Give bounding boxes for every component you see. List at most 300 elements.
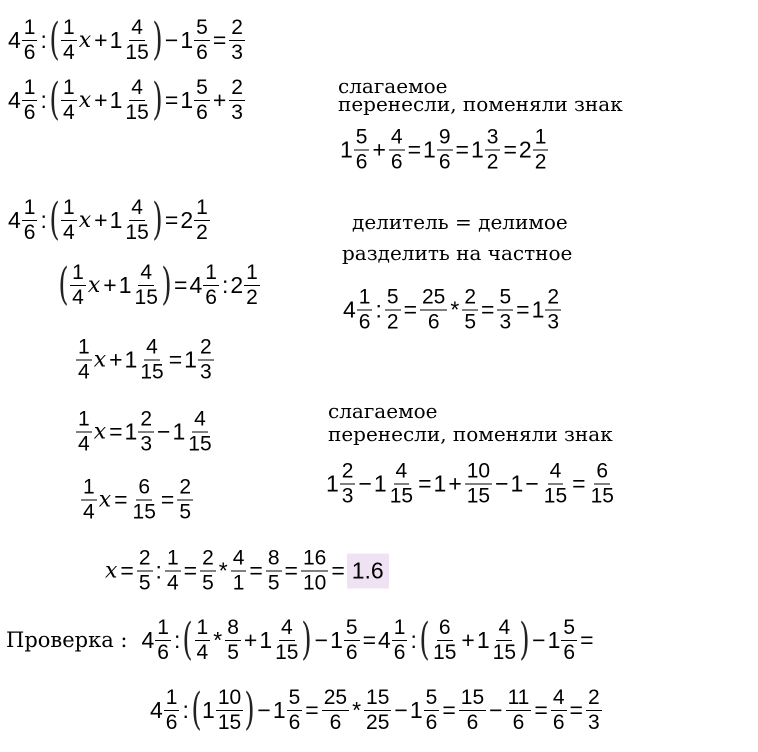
number: 1 (180, 86, 194, 113)
fraction (229, 77, 245, 124)
note-addend: слагаемое (338, 74, 448, 98)
fraction (357, 287, 373, 334)
operator: − (495, 470, 509, 497)
numerator: 1 (205, 260, 217, 284)
denominator: 6 (196, 40, 208, 64)
operator: + (461, 626, 475, 653)
denominator: 6 (345, 640, 358, 664)
right-paren: ) (244, 684, 255, 735)
right-paren: ) (152, 14, 163, 65)
numerator: 1 (83, 475, 95, 499)
note-divide-quotient: разделить на частное (342, 241, 573, 265)
numerator: 5 (425, 685, 438, 709)
operator: − (257, 696, 271, 723)
numerator: 2 (140, 407, 153, 431)
numerator: 1 (63, 15, 75, 39)
numerator: 4 (131, 75, 143, 99)
numerator: 5 (355, 125, 368, 149)
operator: : (182, 696, 189, 723)
note-divisor: делитель = делимое (352, 210, 568, 234)
numerator: 5 (499, 285, 512, 309)
variable-x: x (78, 207, 92, 233)
right-paren: ) (519, 614, 530, 665)
fraction (225, 617, 241, 664)
denominator: 15 (433, 640, 457, 664)
denominator: 6 (552, 710, 565, 734)
fraction (61, 77, 77, 124)
number: 4 (8, 206, 21, 233)
numerator: 1 (63, 75, 75, 99)
operator: = (164, 206, 179, 233)
number: 4 (141, 626, 155, 653)
number: 1 (109, 86, 123, 113)
operator: = (164, 86, 179, 113)
number: 1 (118, 271, 132, 298)
variable-x: x (98, 487, 112, 513)
equation-step-2 (8, 195, 211, 245)
numerator: 11 (507, 685, 530, 709)
operator: * (218, 557, 228, 584)
numerator: 4 (395, 459, 408, 483)
operator: + (109, 346, 123, 373)
denominator: 3 (231, 40, 243, 64)
numerator: 1 (246, 260, 258, 284)
denominator: 15 (492, 640, 516, 664)
fraction (392, 617, 408, 664)
operator: : (375, 296, 382, 323)
denominator: 6 (23, 40, 36, 64)
denominator: 5 (202, 571, 214, 595)
operator: − (314, 626, 329, 653)
operator: − (394, 696, 408, 723)
numerator: 1 (78, 407, 90, 431)
denominator: 15 (125, 220, 149, 244)
fraction (22, 77, 38, 124)
numerator: 1 (157, 615, 169, 639)
denominator: 15 (132, 500, 156, 524)
numerator: 1 (78, 335, 90, 359)
operator: = (160, 486, 175, 513)
denominator: 6 (355, 150, 368, 174)
numerator: 2 (587, 685, 600, 709)
denominator: 15 (543, 484, 568, 508)
denominator: 5 (138, 571, 151, 595)
fraction (459, 687, 486, 734)
number: 1 (259, 626, 273, 653)
fraction (287, 687, 303, 734)
operator: + (212, 86, 227, 113)
operator: = (503, 136, 517, 163)
operator: − (532, 626, 546, 653)
operator: : (40, 206, 47, 233)
check-line-2 (150, 685, 603, 735)
operator: * (352, 696, 362, 723)
number: 4 (8, 86, 21, 113)
fraction (61, 17, 77, 64)
fraction (485, 127, 501, 174)
operator: + (243, 626, 258, 653)
operator: + (94, 26, 108, 53)
operator: − (489, 696, 503, 723)
numerator: 4 (390, 125, 403, 149)
numerator: 1 (393, 615, 406, 639)
denominator: 5 (227, 640, 239, 664)
fraction (431, 617, 458, 664)
numerator: 4 (498, 615, 511, 639)
equation-step-4 (75, 337, 215, 384)
operator: + (103, 271, 117, 298)
fraction (266, 548, 282, 595)
operator: * (450, 296, 460, 323)
denominator: 6 (466, 710, 479, 734)
denominator: 6 (427, 310, 440, 334)
numerator: 1 (23, 15, 36, 39)
fraction (344, 617, 360, 664)
denominator: 3 (547, 310, 560, 334)
fraction (542, 461, 569, 508)
variable-x: x (105, 558, 118, 584)
numerator: 5 (196, 15, 208, 39)
denominator: 3 (231, 100, 243, 124)
operator: = (174, 271, 188, 298)
fraction (131, 477, 158, 524)
fraction (203, 262, 219, 309)
fraction (231, 548, 247, 595)
fraction (388, 461, 415, 508)
fraction (22, 197, 38, 244)
denominator: 3 (140, 432, 153, 456)
number: 1 (172, 418, 186, 445)
denominator: 5 (179, 500, 192, 524)
denominator: 10 (302, 571, 327, 595)
denominator: 15 (125, 40, 149, 64)
fraction (70, 262, 86, 309)
number: 2 (518, 136, 532, 163)
fraction (123, 197, 150, 244)
operator: = (407, 136, 422, 163)
denominator: 6 (425, 710, 438, 734)
denominator: 6 (512, 710, 525, 734)
fraction (389, 127, 405, 174)
fraction (61, 197, 77, 244)
fraction (424, 687, 440, 734)
left-paren: ( (49, 14, 60, 65)
number: 1 (531, 296, 545, 323)
fraction (322, 687, 349, 734)
number: 1 (373, 470, 387, 497)
equation-step-6 (80, 477, 194, 524)
numerator: 5 (196, 75, 208, 99)
fraction (244, 262, 260, 309)
variable-x: x (93, 347, 107, 373)
numerator: 1 (196, 195, 208, 219)
variable-x: x (93, 419, 107, 445)
numerator: 2 (138, 546, 151, 570)
operator: + (94, 86, 108, 113)
fraction (273, 617, 300, 664)
denominator: 6 (157, 640, 169, 664)
equation-step-5 (75, 409, 215, 456)
operator: : (410, 626, 417, 653)
check-label: Проверка : (6, 628, 128, 652)
fraction (138, 337, 165, 384)
fraction (22, 17, 38, 64)
fraction (420, 287, 447, 334)
denominator: 4 (83, 500, 95, 524)
operator: = (455, 136, 469, 163)
fraction (155, 617, 171, 664)
denominator: 2 (386, 310, 399, 334)
fraction (133, 262, 160, 309)
number: 4 (8, 26, 21, 53)
numerator: 10 (466, 459, 491, 483)
number: 1 (330, 626, 343, 653)
variable-x: x (78, 87, 92, 113)
numerator: 1 (23, 195, 36, 219)
fraction (198, 337, 214, 384)
numerator: 1 (534, 125, 547, 149)
denominator: 15 (217, 710, 242, 734)
numerator: 1 (63, 195, 75, 219)
numerator: 3 (486, 125, 499, 149)
numerator: 9 (438, 125, 451, 149)
numerator: 2 (202, 546, 214, 570)
denominator: 3 (341, 484, 354, 508)
number: 1 (470, 136, 484, 163)
fraction (551, 687, 567, 734)
operator: = (284, 557, 298, 584)
denominator: 6 (23, 220, 36, 244)
fraction (465, 461, 492, 508)
denominator: 15 (590, 484, 614, 508)
operator: = (481, 296, 495, 323)
check-line-1 (6, 615, 596, 665)
fraction (506, 687, 532, 734)
denominator: 4 (78, 432, 90, 456)
denominator: 6 (438, 150, 451, 174)
variable-x: x (87, 272, 101, 298)
operator: * (213, 626, 223, 653)
operator: + (448, 470, 462, 497)
fraction (497, 287, 513, 334)
operator: = (109, 418, 123, 445)
right-paren: ) (301, 614, 313, 665)
operator: = (168, 346, 183, 373)
operator: = (331, 557, 345, 584)
operator: = (183, 557, 198, 584)
side-calc-2 (343, 287, 562, 334)
fraction (194, 77, 210, 124)
side-calc-3 (326, 461, 617, 508)
denominator: 15 (125, 100, 149, 124)
operator: = (572, 470, 586, 497)
denominator: 3 (587, 710, 600, 734)
numerator: 4 (131, 15, 143, 39)
number: 4 (189, 271, 203, 298)
operator: = (305, 696, 319, 723)
fraction (545, 287, 561, 334)
denominator: 15 (275, 640, 299, 664)
number: 1 (547, 626, 561, 653)
number: 1 (510, 470, 524, 497)
denominator: 2 (246, 285, 258, 309)
fraction (164, 687, 180, 734)
denominator: 4 (166, 571, 179, 595)
numerator: 2 (341, 459, 354, 483)
left-paren: ( (49, 194, 60, 245)
equation-step-3 (58, 260, 261, 310)
numerator: 1 (23, 75, 36, 99)
denominator: 4 (63, 40, 75, 64)
operator: = (120, 557, 134, 584)
numerator: 5 (345, 615, 358, 639)
fraction (200, 548, 216, 595)
numerator: 1 (196, 615, 209, 639)
denominator: 6 (205, 285, 217, 309)
numerator: 2 (547, 285, 560, 309)
left-paren: ( (191, 684, 202, 735)
fraction (177, 477, 193, 524)
number: 4 (343, 296, 356, 323)
operator: = (403, 296, 417, 323)
fraction (589, 461, 616, 508)
numerator: 1 (166, 546, 179, 570)
fraction (216, 687, 243, 734)
fraction (123, 17, 150, 64)
operator: + (372, 136, 386, 163)
denominator: 6 (393, 640, 406, 664)
denominator: 15 (389, 484, 414, 508)
number: 1 (433, 470, 447, 497)
fraction (301, 548, 328, 595)
operator: = (442, 696, 456, 723)
denominator: 6 (390, 150, 403, 174)
number: 1 (124, 418, 138, 445)
denominator: 3 (199, 360, 212, 384)
numerator: 6 (138, 475, 151, 499)
numerator: 16 (302, 546, 327, 570)
left-paren: ( (182, 614, 194, 665)
denominator: 6 (329, 710, 342, 734)
denominator: 2 (196, 220, 208, 244)
numerator: 15 (460, 685, 485, 709)
note-moved-sign: перенесли, поменяли знак (338, 92, 623, 116)
fraction (364, 687, 391, 734)
number: 2 (180, 206, 194, 233)
operator: − (358, 470, 372, 497)
operator: = (418, 470, 432, 497)
denominator: 15 (188, 432, 212, 456)
numerator: 2 (179, 475, 192, 499)
fraction (138, 409, 154, 456)
operator: + (94, 206, 108, 233)
denominator: 15 (140, 360, 164, 384)
numerator: 8 (267, 546, 280, 570)
fraction (340, 461, 356, 508)
operator: : (40, 26, 47, 53)
fraction (385, 287, 401, 334)
numerator: 6 (438, 615, 451, 639)
numerator: 1 (358, 285, 371, 309)
denominator: 2 (486, 150, 499, 174)
numerator: 25 (323, 685, 348, 709)
numerator: 2 (231, 15, 243, 39)
right-paren: ) (161, 259, 172, 310)
numerator: 4 (280, 615, 293, 639)
number: 1 (184, 346, 197, 373)
fraction (437, 127, 453, 174)
left-paren: ( (419, 614, 430, 665)
numerator: 2 (199, 335, 212, 359)
number: 1 (476, 626, 490, 653)
operator: : (173, 626, 181, 653)
denominator: 25 (366, 710, 390, 734)
operator: : (221, 271, 229, 298)
number: 1 (272, 696, 286, 723)
numerator: 6 (596, 459, 609, 483)
right-paren: ) (152, 74, 163, 125)
numerator: 2 (464, 285, 476, 309)
denominator: 3 (499, 310, 512, 334)
numerator: 8 (227, 615, 239, 639)
fraction (186, 409, 213, 456)
denominator: 6 (288, 710, 301, 734)
operator: − (157, 418, 171, 445)
fraction (491, 617, 518, 664)
numerator: 15 (366, 685, 390, 709)
numerator: 4 (140, 260, 153, 284)
number: 4 (378, 626, 391, 653)
highlighted-answer: 1.6 (347, 554, 389, 589)
operator: = (249, 557, 263, 584)
denominator: 4 (72, 285, 84, 309)
operator: : (155, 557, 162, 584)
fraction (194, 197, 210, 244)
number: 1 (326, 470, 339, 497)
equation-solution (104, 548, 389, 595)
denominator: 4 (196, 640, 209, 664)
note-addend-2: слагаемое (328, 399, 438, 423)
operator: : (40, 86, 47, 113)
number: 1 (202, 696, 215, 723)
operator: = (516, 296, 530, 323)
equation-original (8, 15, 246, 65)
fraction (561, 617, 577, 664)
numerator: 5 (288, 685, 301, 709)
fraction (76, 409, 92, 456)
numerator: 4 (549, 459, 562, 483)
numerator: 1 (165, 685, 178, 709)
numerator: 4 (131, 195, 143, 219)
denominator: 6 (165, 710, 178, 734)
number: 2 (230, 271, 244, 298)
note-moved-sign-2: перенесли, поменяли знак (328, 422, 613, 446)
equation-step-1 (8, 75, 246, 125)
fraction (586, 687, 602, 734)
denominator: 15 (466, 484, 491, 508)
number: 1 (109, 26, 123, 53)
fraction (76, 337, 92, 384)
fraction (462, 287, 478, 334)
side-calc-1 (340, 127, 549, 174)
operator: = (534, 696, 548, 723)
fraction (123, 77, 150, 124)
denominator: 2 (534, 150, 547, 174)
numerator: 2 (231, 75, 243, 99)
number: 1 (409, 696, 423, 723)
number: 1 (109, 206, 123, 233)
fraction (137, 548, 153, 595)
